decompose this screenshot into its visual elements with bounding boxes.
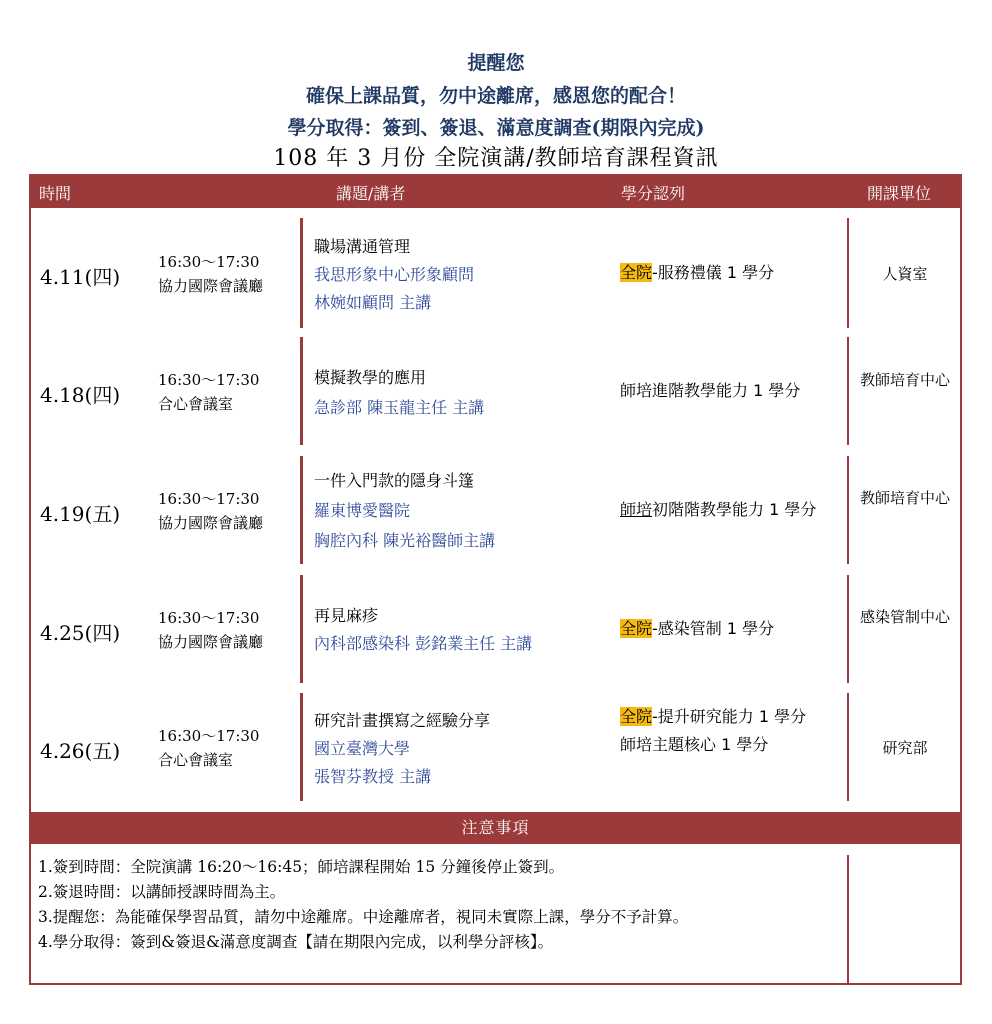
row-unit: 教師培育中心 bbox=[859, 489, 950, 507]
row-place: 協力國際會議廳 bbox=[158, 514, 264, 532]
topic-speaker: 我思形象中心形象顧問 bbox=[314, 265, 475, 284]
header-reminder: 提醒您 bbox=[467, 52, 525, 74]
row-topic bbox=[314, 364, 484, 422]
notes-header-bar: 注意事項 bbox=[29, 812, 962, 844]
topic-title: 一件入門款的隱身斗篷 bbox=[314, 471, 475, 490]
row-credit bbox=[620, 615, 774, 643]
row-date: 4.11(四) bbox=[40, 265, 121, 289]
row-divider bbox=[300, 456, 303, 564]
row-divider bbox=[847, 693, 849, 801]
row-topic bbox=[314, 707, 490, 791]
row-divider bbox=[847, 456, 849, 564]
row-time: 16:30～17:30 bbox=[158, 609, 260, 627]
note-item: 1.簽到時間：全院演講 16:20～16:45；師培課程開始 15 分鐘後停止簽到。 bbox=[38, 858, 565, 876]
row-place: 協力國際會議廳 bbox=[158, 277, 264, 295]
row-place: 協力國際會議廳 bbox=[158, 633, 264, 651]
column-header-topic: 講題/講者 bbox=[336, 184, 406, 203]
row-unit: 教師培育中心 bbox=[859, 371, 950, 389]
column-header-time: 時間 bbox=[39, 184, 72, 203]
row-divider bbox=[847, 218, 849, 328]
row-unit: 人資室 bbox=[882, 265, 928, 283]
topic-title: 職場溝通管理 bbox=[314, 237, 411, 256]
row-time-place bbox=[158, 606, 263, 654]
row-topic bbox=[314, 467, 495, 555]
row-date: 4.26(五) bbox=[40, 739, 121, 763]
column-header-credit: 學分認列 bbox=[621, 184, 686, 203]
credit-text: -感染管制 1 學分 bbox=[652, 619, 775, 638]
row-time: 16:30～17:30 bbox=[158, 253, 260, 271]
row-divider bbox=[847, 337, 849, 445]
notes-list bbox=[38, 855, 843, 955]
topic-speaker: 林婉如顧問 主講 bbox=[314, 293, 432, 312]
topic-title: 研究計畫撰寫之經驗分享 bbox=[314, 711, 491, 730]
topic-speaker: 羅東博愛醫院 bbox=[314, 501, 411, 520]
credit-text: -提升研究能力 1 學分 bbox=[652, 707, 807, 726]
row-topic bbox=[314, 233, 474, 317]
row-time-place bbox=[158, 487, 263, 535]
row-divider bbox=[300, 575, 303, 683]
note-item: 4.學分取得：簽到&簽退&滿意度調查【請在期限內完成，以利學分評核】。 bbox=[38, 933, 554, 951]
row-divider bbox=[300, 218, 303, 328]
credit-text-secondary: 師培主題核心 1 學分 bbox=[620, 735, 769, 754]
credit-tag: 全院 bbox=[620, 263, 653, 282]
row-time-place bbox=[158, 368, 259, 416]
credit-tag: 師培 bbox=[620, 500, 653, 519]
credit-tag: 全院 bbox=[620, 619, 653, 638]
note-item: 3.提醒您：為能確保學習品質，請勿中途離席。中途離席者，視同未實際上課，學分不予計算。 bbox=[38, 908, 689, 926]
row-credit bbox=[620, 703, 806, 759]
row-place: 合心會議室 bbox=[158, 751, 234, 769]
topic-speaker: 內科部感染科 彭銘業主任 主講 bbox=[314, 634, 533, 653]
row-time: 16:30～17:30 bbox=[158, 727, 260, 745]
row-time-place bbox=[158, 724, 259, 772]
row-unit: 感染管制中心 bbox=[859, 608, 950, 626]
table-header-bar bbox=[29, 174, 962, 208]
header-credit-notice: 學分取得：簽到、簽退、滿意度調查(期限內完成) bbox=[287, 117, 705, 139]
row-credit bbox=[620, 259, 774, 287]
row-divider bbox=[300, 693, 303, 801]
row-place: 合心會議室 bbox=[158, 395, 234, 413]
row-time-place bbox=[158, 250, 263, 298]
row-date: 4.19(五) bbox=[40, 502, 121, 526]
header-quality-notice: 確保上課品質，勿中途離席，感恩您的配合！ bbox=[305, 85, 686, 107]
column-header-unit: 開課單位 bbox=[867, 184, 932, 203]
topic-speaker: 急診部 陳玉龍主任 主講 bbox=[314, 398, 485, 417]
topic-title: 再見麻疹 bbox=[314, 606, 379, 625]
row-unit: 研究部 bbox=[882, 739, 928, 757]
credit-text: 初階階教學能力 1 學分 bbox=[652, 500, 817, 519]
topic-title: 模擬教學的應用 bbox=[314, 368, 427, 387]
note-item: 2.簽退時間：以講師授課時間為主。 bbox=[38, 883, 286, 901]
row-credit bbox=[620, 496, 816, 524]
row-date: 4.18(四) bbox=[40, 383, 121, 407]
row-time: 16:30～17:30 bbox=[158, 490, 260, 508]
topic-speaker: 國立臺灣大學 bbox=[314, 739, 411, 758]
row-divider bbox=[300, 337, 303, 445]
credit-text: -服務禮儀 1 學分 bbox=[652, 263, 775, 282]
row-topic bbox=[314, 602, 532, 658]
topic-speaker: 張智芬教授 主講 bbox=[314, 767, 432, 786]
row-divider bbox=[847, 575, 849, 683]
notes-divider bbox=[847, 855, 849, 983]
row-credit bbox=[620, 377, 800, 405]
page-title: 108 年 3 月份 全院演講/教師培育課程資訊 bbox=[273, 146, 719, 171]
row-date: 4.25(四) bbox=[40, 621, 121, 645]
credit-text: 師培進階教學能力 1 學分 bbox=[620, 381, 801, 400]
credit-tag: 全院 bbox=[620, 707, 653, 726]
row-time: 16:30～17:30 bbox=[158, 371, 260, 389]
topic-speaker: 胸腔內科 陳光裕醫師主講 bbox=[314, 531, 496, 550]
